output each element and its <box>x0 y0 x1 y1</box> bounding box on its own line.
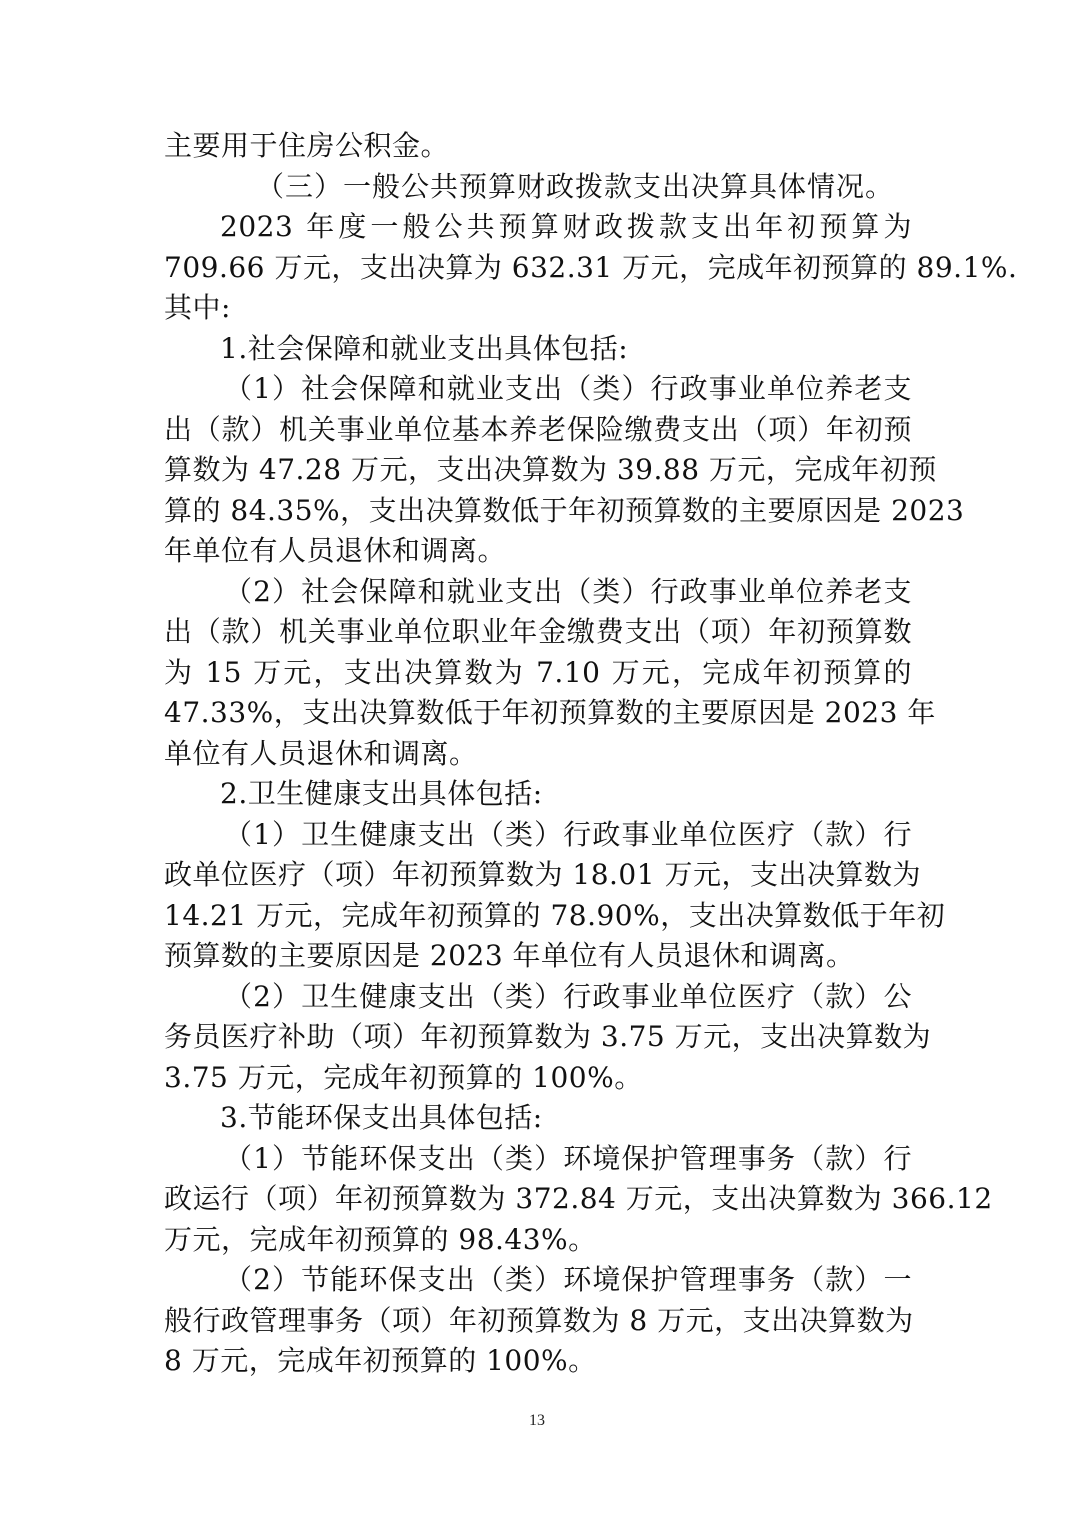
paragraph-line: （2）社会保障和就业支出（类）行政事业单位养老支 <box>224 574 912 608</box>
paragraph-line: （1）卫生健康支出（类）行政事业单位医疗（款）行 <box>224 817 912 851</box>
paragraph-line: 3.75 万元，完成年初预算的 100%。 <box>164 1060 643 1094</box>
paragraph-line: 出（款）机关事业单位基本养老保险缴费支出（项）年初预 <box>164 412 912 446</box>
paragraph-line: 政运行（项）年初预算数为 372.84 万元，支出决算数为 366.12 <box>164 1182 993 1215</box>
paragraph-line: 709.66 万元，支出决算为 632.31 万元，完成年初预算的 89.1%. <box>164 250 1018 284</box>
paragraph-line: 14.21 万元，完成年初预算的 78.90%，支出决算数低于年初 <box>164 898 946 932</box>
paragraph-line: 单位有人员退休和调离。 <box>164 736 478 770</box>
paragraph-line: 为 15 万元，支出决算数为 7.10 万元，完成年初预算的 <box>164 655 912 689</box>
page-number: 13 <box>529 1412 545 1429</box>
subsection-heading: 1.社会保障和就业支出具体包括: <box>220 331 629 365</box>
paragraph-line: 政单位医疗（项）年初预算数为 18.01 万元，支出决算数为 <box>164 858 921 891</box>
paragraph-line: （2）节能环保支出（类）环境保护管理事务（款）一 <box>224 1263 912 1296</box>
paragraph-line: 8 万元，完成年初预算的 100%。 <box>164 1344 597 1377</box>
paragraph-line: 万元，完成年初预算的 98.43%。 <box>164 1222 597 1256</box>
subsection-heading: 2.卫生健康支出具体包括: <box>220 777 543 810</box>
paragraph-line: 其中: <box>164 291 231 324</box>
paragraph-line: 出（款）机关事业单位职业年金缴费支出（项）年初预算数 <box>164 615 912 648</box>
paragraph-line: （1）节能环保支出（类）环境保护管理事务（款）行 <box>224 1141 912 1175</box>
paragraph-line: （2）卫生健康支出（类）行政事业单位医疗（款）公 <box>224 979 912 1013</box>
document-body <box>164 126 1018 1382</box>
paragraph-line: 预算数的主要原因是 2023 年单位有人员退休和调离。 <box>164 939 855 972</box>
paragraph-line: 年单位有人员退休和调离。 <box>164 534 507 567</box>
paragraph-line: 2023 年度一般公共预算财政拨款支出年初预算为 <box>220 210 912 243</box>
paragraph-line: 主要用于住房公积金。 <box>164 129 450 162</box>
paragraph-line: 47.33%，支出决算数低于年初预算数的主要原因是 2023 年 <box>164 696 936 729</box>
paragraph-line: 算数为 47.28 万元，支出决算数为 39.88 万元，完成年初预 <box>164 453 937 486</box>
paragraph-line: 算的 84.35%，支出决算数低于年初预算数的主要原因是 2023 <box>164 493 965 527</box>
paragraph-line: 般行政管理事务（项）年初预算数为 8 万元，支出决算数为 <box>164 1303 914 1337</box>
section-heading: （三）一般公共预算财政拨款支出决算具体情况。 <box>256 169 895 203</box>
subsection-heading: 3.节能环保支出具体包括: <box>220 1101 543 1134</box>
paragraph-line: 务员医疗补助（项）年初预算数为 3.75 万元，支出决算数为 <box>164 1020 932 1053</box>
paragraph-line: （1）社会保障和就业支出（类）行政事业单位养老支 <box>224 372 912 405</box>
